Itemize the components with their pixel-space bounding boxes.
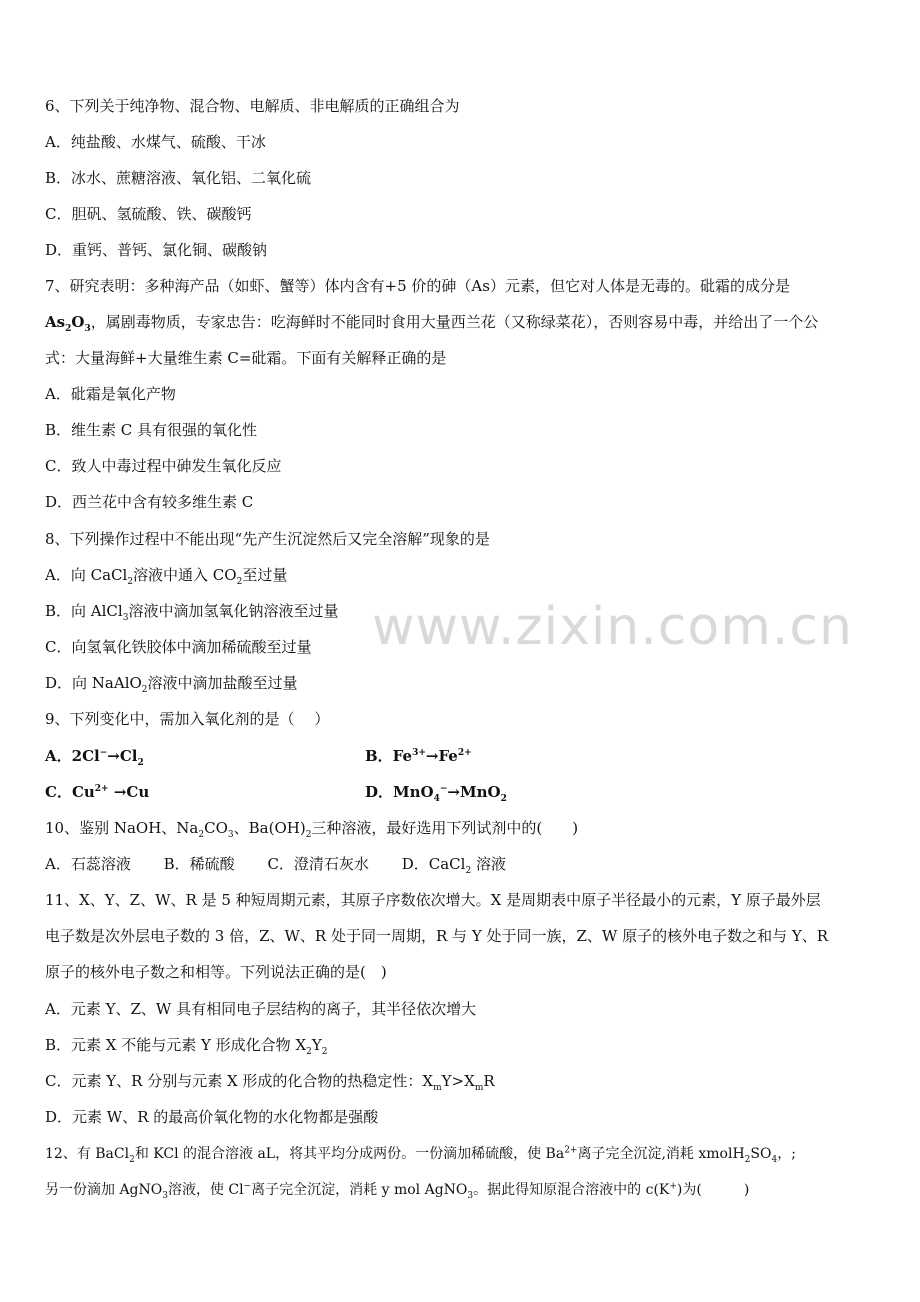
question-7-option-c: C．致人中毒过程中砷发生氧化反应 <box>45 457 282 475</box>
question-9-options-cd <box>45 781 880 803</box>
question-8-option-d: D．向 NaAlO$_2$溶液中滴加盐酸至过量 <box>45 674 298 695</box>
question-6-option-d: D．重钙、普钙、氯化铜、碳酸钠 <box>45 241 268 259</box>
question-9-option-b: B．$Fe^{3+}\to Fe^{2+}$ <box>365 747 472 765</box>
question-11-option-b: B．元素 X 不能与元素 Y 形成化合物 $X_2Y_2$ <box>45 1036 328 1057</box>
question-10-option-a: A．石蕊溶液 <box>45 855 131 873</box>
question-10-stem: 10、鉴别 NaOH、$Na_2CO_3$、$Ba(OH)_2$三种溶液，最好选用下列试剂中的( ) <box>45 819 579 840</box>
question-10-options <box>45 853 880 875</box>
question-8-option-a: A．向 CaCl$_2$溶液中通入 $CO_2$至过量 <box>45 566 288 587</box>
question-9-option-d: D．MnO$_4$−→MnO$_2$ <box>365 783 507 804</box>
question-12-stem-line2: 另一份滴加 AgNO$_3$溶液，使 Cl−离子完全沉淀，消耗 y mol AgNO$_3$。据此得知原混合溶液中的 c(K+)为( ) <box>45 1181 750 1201</box>
watermark: www.zixin.com.cn <box>372 597 853 657</box>
question-8-option-b: B．向 AlCl$_3$溶液中滴加氢氧化钠溶液至过量 <box>45 602 339 623</box>
question-7-stem-line2: $As_2O_3$，属剧毒物质，专家忠告：吃海鲜时不能同时食用大量西兰花（又称绿菜花），否则容易中毒，并给出了一个公 <box>45 313 819 334</box>
question-11-option-d: D．元素 W、R 的最高价氧化物的水化物都是强酸 <box>45 1108 379 1126</box>
question-9-stem: 9、下列变化中，需加入氧化剂的是（ ） <box>45 710 330 728</box>
question-8-stem: 8、下列操作过程中不能出现“先产生沉淀然后又完全溶解”现象的是 <box>45 530 490 548</box>
question-11-option-c: C．元素 Y、R 分别与元素 X 形成的化合物的热稳定性：$X_mY>X_mR$ <box>45 1072 495 1093</box>
question-9-options-ab <box>45 745 880 767</box>
question-12-stem-line1: 12、有 BaCl$_2$和 KCl 的混合溶液 aL，将其平均分成两份。一份滴加稀硫酸，使 $Ba^{2+}$离子完全沉淀,消耗 $xmolH_2SO_4$，; <box>45 1145 796 1165</box>
question-11-stem-line1: 11、X、Y、Z、W、R 是 5 种短周期元素，其原子序数依次增大。X 是周期表中原子半径最小的元素，Y 原子最外层 <box>45 891 821 909</box>
question-7-option-a: A．砒霜是氧化产物 <box>45 385 176 403</box>
question-7-stem-line3: 式：大量海鲜+大量维生素 C=砒霜。下面有关解释正确的是 <box>45 349 447 367</box>
question-8-option-c: C．向氢氧化铁胶体中滴加稀硫酸至过量 <box>45 638 312 656</box>
question-6-option-c: C．胆矾、氢硫酸、铁、碳酸钙 <box>45 205 252 223</box>
question-9-option-c: C．$Cu^{2+} \to Cu$ <box>45 783 150 801</box>
question-9-option-a: A．$2Cl^-\to Cl_2$ <box>45 747 144 768</box>
question-11-stem-line3: 原子的核外电子数之和相等。下列说法正确的是( ) <box>45 963 387 981</box>
question-6-option-a: A．纯盐酸、水煤气、硫酸、干冰 <box>45 133 266 151</box>
question-6-stem: 6、下列关于纯净物、混合物、电解质、非电解质的正确组合为 <box>45 97 460 115</box>
question-10-option-b: B．稀硫酸 <box>163 855 235 873</box>
question-7-option-d: D．西兰花中含有较多维生素 C <box>45 493 254 511</box>
question-7-option-b: B．维生素 C 具有很强的氧化性 <box>45 421 258 439</box>
question-10-option-c: C．澄清石灰水 <box>267 855 369 873</box>
question-11-stem-line2: 电子数是次外层电子数的 3 倍，Z、W、R 处于同一周期，R 与 Y 处于同一族，Z、W 原子的核外电子数之和与 Y、R <box>45 927 829 945</box>
question-11-option-a: A．元素 Y、Z、W 具有相同电子层结构的离子，其半径依次增大 <box>45 1000 477 1018</box>
question-10-option-d: D．CaCl$_2$ 溶液 <box>401 855 506 876</box>
question-6-option-b: B．冰水、蔗糖溶液、氧化铝、二氧化硫 <box>45 169 312 187</box>
question-7-stem-line1: 7、研究表明：多种海产品（如虾、蟹等）体内含有+5 价的砷（As）元素，但它对人体是无毒的。砒霜的成分是 <box>45 277 790 295</box>
